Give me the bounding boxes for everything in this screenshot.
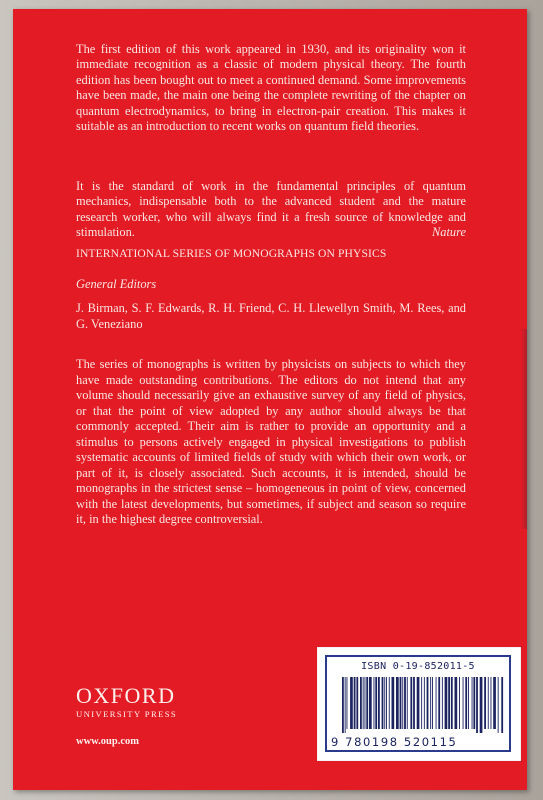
series-description: The series of monographs is written by physicists on subjects to which they have made outstanding contributions. The editors do not intend that any volume should necessarily give an exhaustive survey of any field of physics, or that the point of view adopted by any author should always be that commonly accepted. Their aim is rather to provide an opportunity and a stimulus to persons actively engaged in physical investigations to publish systematic accounts of limited fields of study with which their own work, or part of it, is closely associated. Such accounts, it is intended, should be monographs in the strictest sense – homogeneous in point of view, concerned with the latest developments, but sometimes, if subject and season so require it, in the highest degree controversial. <box>76 357 466 526</box>
publisher-subtitle: UNIVERSITY PRESS <box>76 709 178 719</box>
review-quote <box>76 179 466 241</box>
back-cover <box>13 9 527 790</box>
editors-heading: General Editors <box>76 277 157 291</box>
publisher-name: OXFORD <box>76 683 176 708</box>
editors-list: J. Birman, S. F. Edwards, R. H. Friend, C. H. Llewellyn Smith, M. Rees, and G. Veneziano <box>76 301 466 331</box>
series-title: INTERNATIONAL SERIES OF MONOGRAPHS ON PHYSICS <box>76 247 387 260</box>
barcode-icon <box>342 677 504 733</box>
ean-number: 9 780198 520115 <box>331 735 458 749</box>
review-source: Nature <box>432 225 466 240</box>
publisher-url: www.oup.com <box>76 736 140 747</box>
review-text: It is the standard of work in the fundamental principles of quantum mechanics, indispensable both to the advanced student and the mature research worker, who will always find it a fresh source of knowledge and stimulation. <box>76 179 466 240</box>
barcode-sticker <box>317 647 521 761</box>
barcode-frame <box>325 655 511 752</box>
book-description: The first edition of this work appeared in 1930, and its originality won it immediate recognition as a classic of modern physical theory. The fourth edition has been bought out to meet a continued demand. Some improvements have been made, the main one being the complete rewriting of the chapter on quantum electrodynamics, to bring in electron-pair creation. This makes it suitable as an introduction to recent works on quantum field theories. <box>76 42 466 134</box>
publisher-logo <box>76 685 206 719</box>
isbn-label: ISBN 0-19-852011-5 <box>361 661 475 672</box>
